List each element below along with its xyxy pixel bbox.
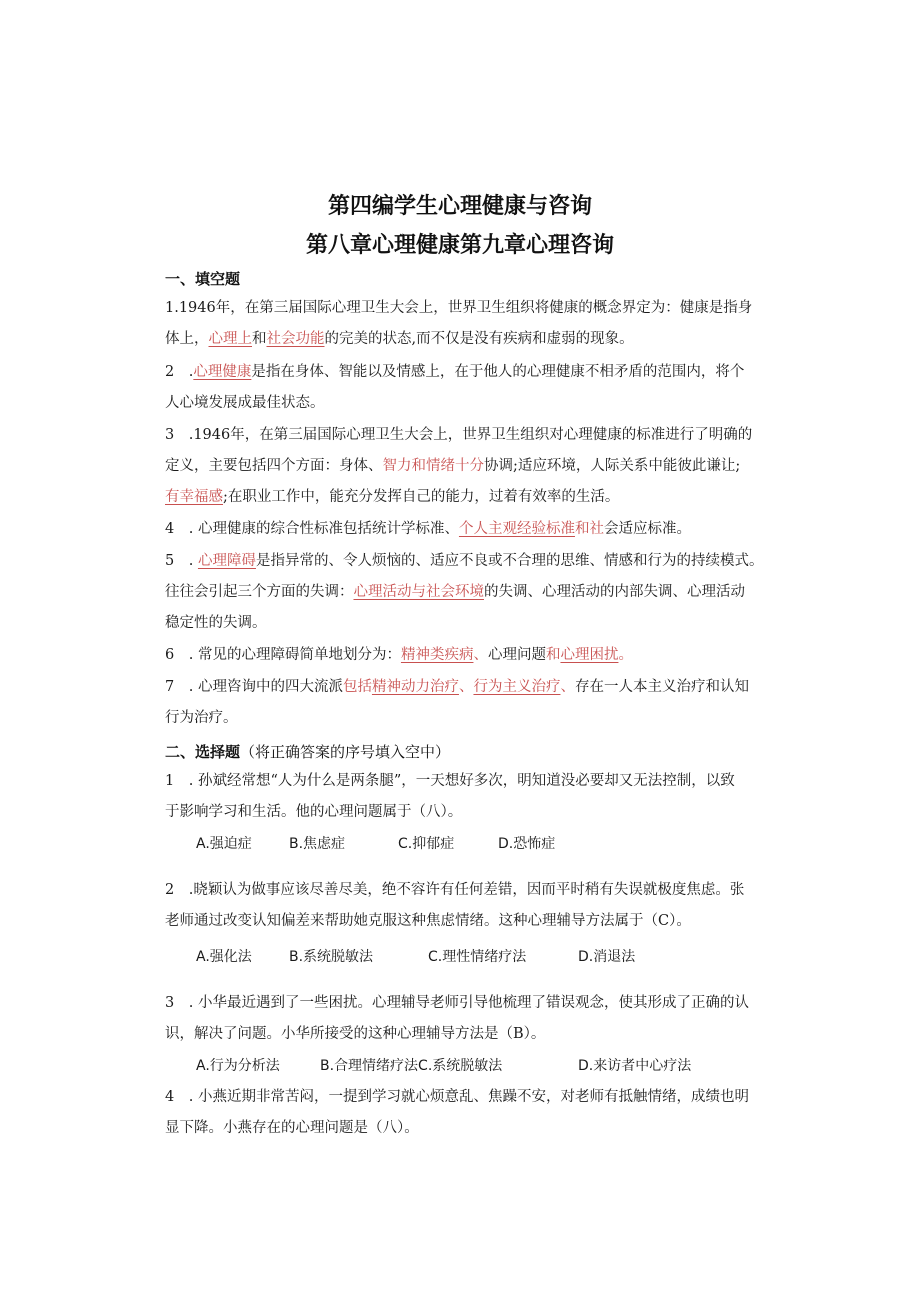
option-a: A.强迫症 (196, 836, 252, 852)
answer-blank: 精神动力治疗 (371, 679, 459, 695)
question-3-line-1: 3 .1946年，在第三届国际心理卫生大会上，世界卫生组织对心理健康的标准进行了明确的 (165, 427, 753, 443)
answer-blank: 精神类疾病 (400, 647, 474, 663)
option-b-c: B.合理情绪疗法C.系统脱敏法 (320, 1058, 503, 1074)
question-3-line-2: 定义，主要包括四个方面：身体、智力和情绪十分协调;适应环境，人际关系中能彼此谦让; (165, 458, 741, 474)
question-1-line-2: 体上，心理上和社会功能的完美的状态,而不仅是没有疾病和虚弱的现象。 (165, 331, 634, 347)
chapter-title: 第八章心理健康第九章心理咨询 (305, 233, 614, 258)
choice-question-2-line-1: 2 .晓颖认为做事应该尽善尽美，绝不容许有任何差错，因而平时稍有失误就极度焦虑。张 (165, 882, 745, 898)
choice-question-2-line-2: 老师通过改变认知偏差来帮助她克服这种焦虑情绪。这种心理辅导方法属于（C）。 (165, 913, 691, 929)
question-2-line-2: 人心境发展成最佳状态。 (165, 395, 325, 411)
choice-question-3-line-2: 识，解决了问题。小华所接受的这种心理辅导方法是（B）。 (165, 1026, 546, 1042)
question-3-line-3: 有幸福感;在职业工作中，能充分发挥自己的能力，过着有效率的生活。 (165, 489, 620, 505)
option-d: D.来访者中心疗法 (578, 1058, 692, 1074)
choice-question-4-line-2: 显下降。小燕存在的心理问题是（八）。 (165, 1120, 419, 1136)
option-c: C.理性情绪疗法 (428, 949, 527, 965)
answer-blank: 心理困扰 (560, 647, 619, 663)
question-5-line-1: 5 . 心理障碍是指异常的、令人烦恼的、适应不良或不合理的思维、情感和行为的持续模式。 (165, 553, 764, 569)
choice-question-1-line-2: 于影响学习和生活。他的心理问题属于（八）。 (165, 804, 463, 820)
option-c: C.抑郁症 (398, 836, 455, 852)
answer-blank: 智力和情绪十分 (382, 458, 484, 474)
answer-blank: 有幸福感 (165, 489, 223, 505)
question-4-line-1: 4 . 心理健康的综合性标准包括统计学标准、个人主观经验标准和社会适应标准。 (165, 521, 691, 537)
option-b: B.系统脱敏法 (289, 949, 374, 965)
main-title: 第四编学生心理健康与咨询 (327, 194, 592, 219)
question-1-line-1: 1.1946年，在第三届国际心理卫生大会上，世界卫生组织将健康的概念界定为：健康是指身 (165, 300, 753, 316)
question-5-line-2: 往往会引起三个方面的失调：心理活动与社会环境的失调、心理活动的内部失调、心理活动 (165, 584, 745, 600)
option-a: A.行为分析法 (196, 1058, 280, 1074)
answer-blank: 心理健康 (193, 364, 252, 380)
answer-blank: 个人主观经验标准 (458, 521, 575, 537)
option-d: D.恐怖症 (498, 836, 556, 852)
question-7-line-1: 7 . 心理咨询中的四大流派包括精神动力治疗、行为主义治疗、存在一人本主义治疗和认知 (165, 679, 749, 695)
answer-blank: 心理活动与社会环境 (353, 584, 484, 600)
choice-question-4-line-1: 4 . 小燕近期非常苦闷，一提到学习就心烦意乱、焦躁不安，对老师有抵触情绪，成绩也明 (165, 1089, 749, 1105)
section-note: （将正确答案的序号填入空中） (240, 743, 451, 761)
question-5-line-3: 稳定性的失调。 (165, 615, 267, 631)
question-6-line-1: 6 . 常见的心理障碍简单地划分为：精神类疾病、心理问题和心理困扰。 (165, 647, 633, 663)
answer-blank: 心理障碍 (197, 553, 256, 569)
option-b: B.焦虑症 (289, 836, 346, 852)
answer-blank: 心理上 (208, 331, 252, 347)
option-d: D.消退法 (578, 949, 636, 965)
question-2-line-1: 2 .心理健康是指在身体、智能以及情感上，在于他人的心理健康不相矛盾的范围内，将个 (165, 364, 745, 380)
choice-question-3-line-1: 3 . 小华最近遇到了一些困扰。心理辅导老师引导他梳理了错误观念，使其形成了正确的认 (165, 995, 749, 1011)
section-heading-choice: 二、选择题（将正确答案的序号填入空中） (165, 743, 451, 761)
choice-question-1-line-1: 1 . 孙斌经常想“人为什么是两条腿”，一天想好多次，明知道没必要却又无法控制，以致 (165, 773, 735, 789)
answer-blank: 社会功能 (266, 331, 325, 347)
question-7-line-2: 行为治疗。 (165, 710, 238, 726)
answer-blank: 行为主义治疗 (473, 679, 561, 695)
option-a: A.强化法 (196, 949, 252, 965)
section-heading-fill-in: 一、填空题 (165, 270, 241, 288)
